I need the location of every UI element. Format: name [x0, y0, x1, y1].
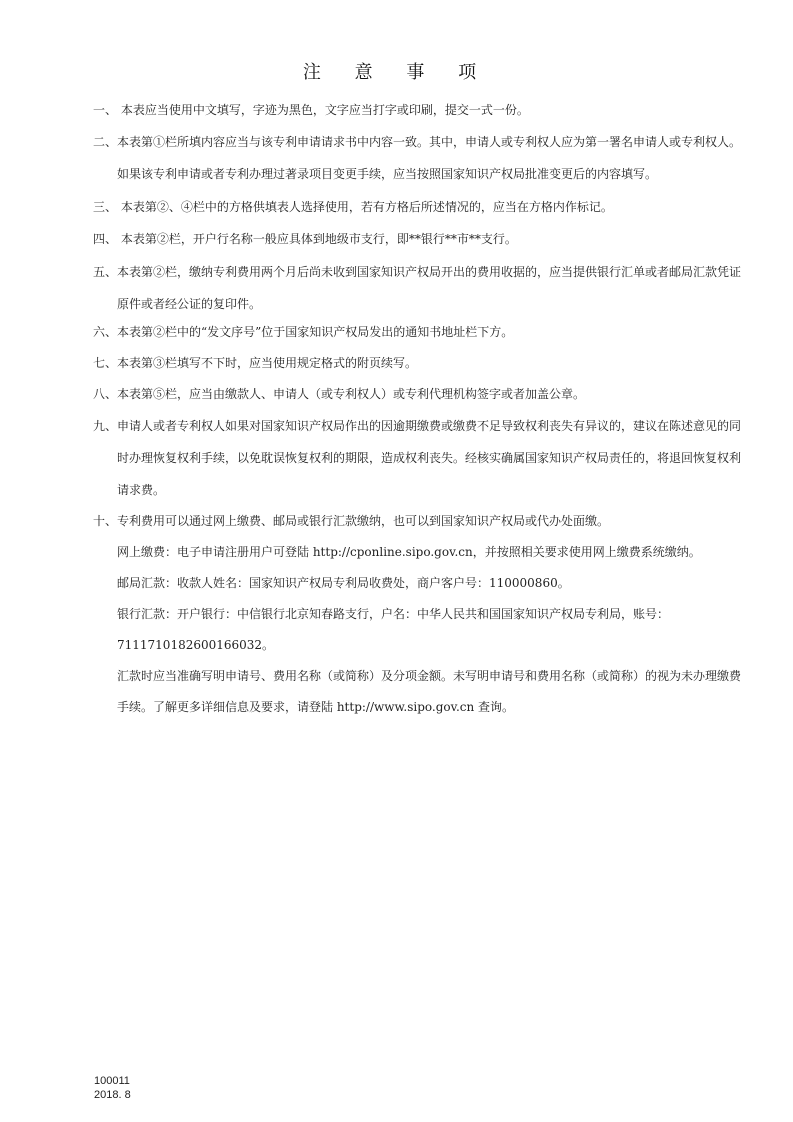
- notice-continuation-line: 7111710182600166032。: [117, 638, 275, 652]
- notice-continuation-line: 汇款时应当准确写明申请号、费用名称（或简称）及分项金额。未写明申请号和费用名称（或简称）的视为未办理缴费: [117, 669, 742, 683]
- form-version: 2018. 8: [94, 1089, 131, 1101]
- notice-item: 一、 本表应当使用中文填写，字迹为黑色，文字应当打字或印刷，提交一式一份。: [93, 103, 529, 117]
- page-title: 注 意 事 项: [302, 62, 491, 83]
- notice-continuation-line: 网上缴费：电子申请注册用户可登陆 http://cponline.sipo.gov.cn，并按照相关要求使用网上缴费系统缴纳。: [117, 545, 701, 559]
- notice-continuation-line: 邮局汇款：收款人姓名：国家知识产权局专利局收费处，商户客户号：110000860。: [117, 576, 570, 590]
- notice-item: 七、本表第③栏填写不下时，应当使用规定格式的附页续写。: [93, 356, 418, 370]
- notice-item: 五、本表第②栏，缴纳专利费用两个月后尚未收到国家知识产权局开出的费用收据的，应当提供银行汇单或者邮局汇款凭证: [93, 265, 742, 279]
- form-code: 100011: [94, 1075, 130, 1087]
- notice-item: 八、本表第⑤栏，应当由缴款人、申请人（或专利权人）或专利代理机构签字或者加盖公章。: [93, 387, 586, 401]
- notice-item: 四、 本表第②栏，开户行名称一般应具体到地级市支行，即**银行**市**支行。: [93, 232, 517, 246]
- notice-item: 二、本表第①栏所填内容应当与该专利申请请求书中内容一致。其中，申请人或专利权人应为第一署名申请人或专利权人。: [93, 135, 742, 149]
- notice-continuation-line: 银行汇款：开户银行：中信银行北京知春路支行，户名：中华人民共和国国家知识产权局专利局，账号：: [117, 607, 670, 621]
- notice-continuation-line: 时办理恢复权利手续，以免耽误恢复权利的期限，造成权利丧失。经核实确属国家知识产权局责任的，将退回恢复权利: [117, 451, 742, 465]
- notice-item: 三、 本表第②、④栏中的方格供填表人选择使用，若有方格后所述情况的，应当在方格内作标记。: [93, 200, 613, 214]
- notice-item: 九、申请人或者专利权人如果对国家知识产权局作出的因逾期缴费或缴费不足导致权利丧失有异议的，建议在陈述意见的同: [93, 419, 742, 433]
- notice-continuation-line: 请求费。: [117, 483, 166, 497]
- notice-item: 十、专利费用可以通过网上缴费、邮局或银行汇款缴纳，也可以到国家知识产权局或代办处面缴。: [93, 514, 610, 528]
- notice-continuation-line: 手续。了解更多详细信息及要求，请登陆 http://www.sipo.gov.cn 查询。: [117, 700, 515, 714]
- notice-continuation-line: 如果该专利申请或者专利办理过著录项目变更手续，应当按照国家知识产权局批准变更后的内容填写。: [117, 167, 658, 181]
- notice-continuation-line: 原件或者经公证的复印件。: [117, 297, 262, 311]
- notice-item: 六、本表第②栏中的“发文序号”位于国家知识产权局发出的通知书地址栏下方。: [93, 325, 514, 339]
